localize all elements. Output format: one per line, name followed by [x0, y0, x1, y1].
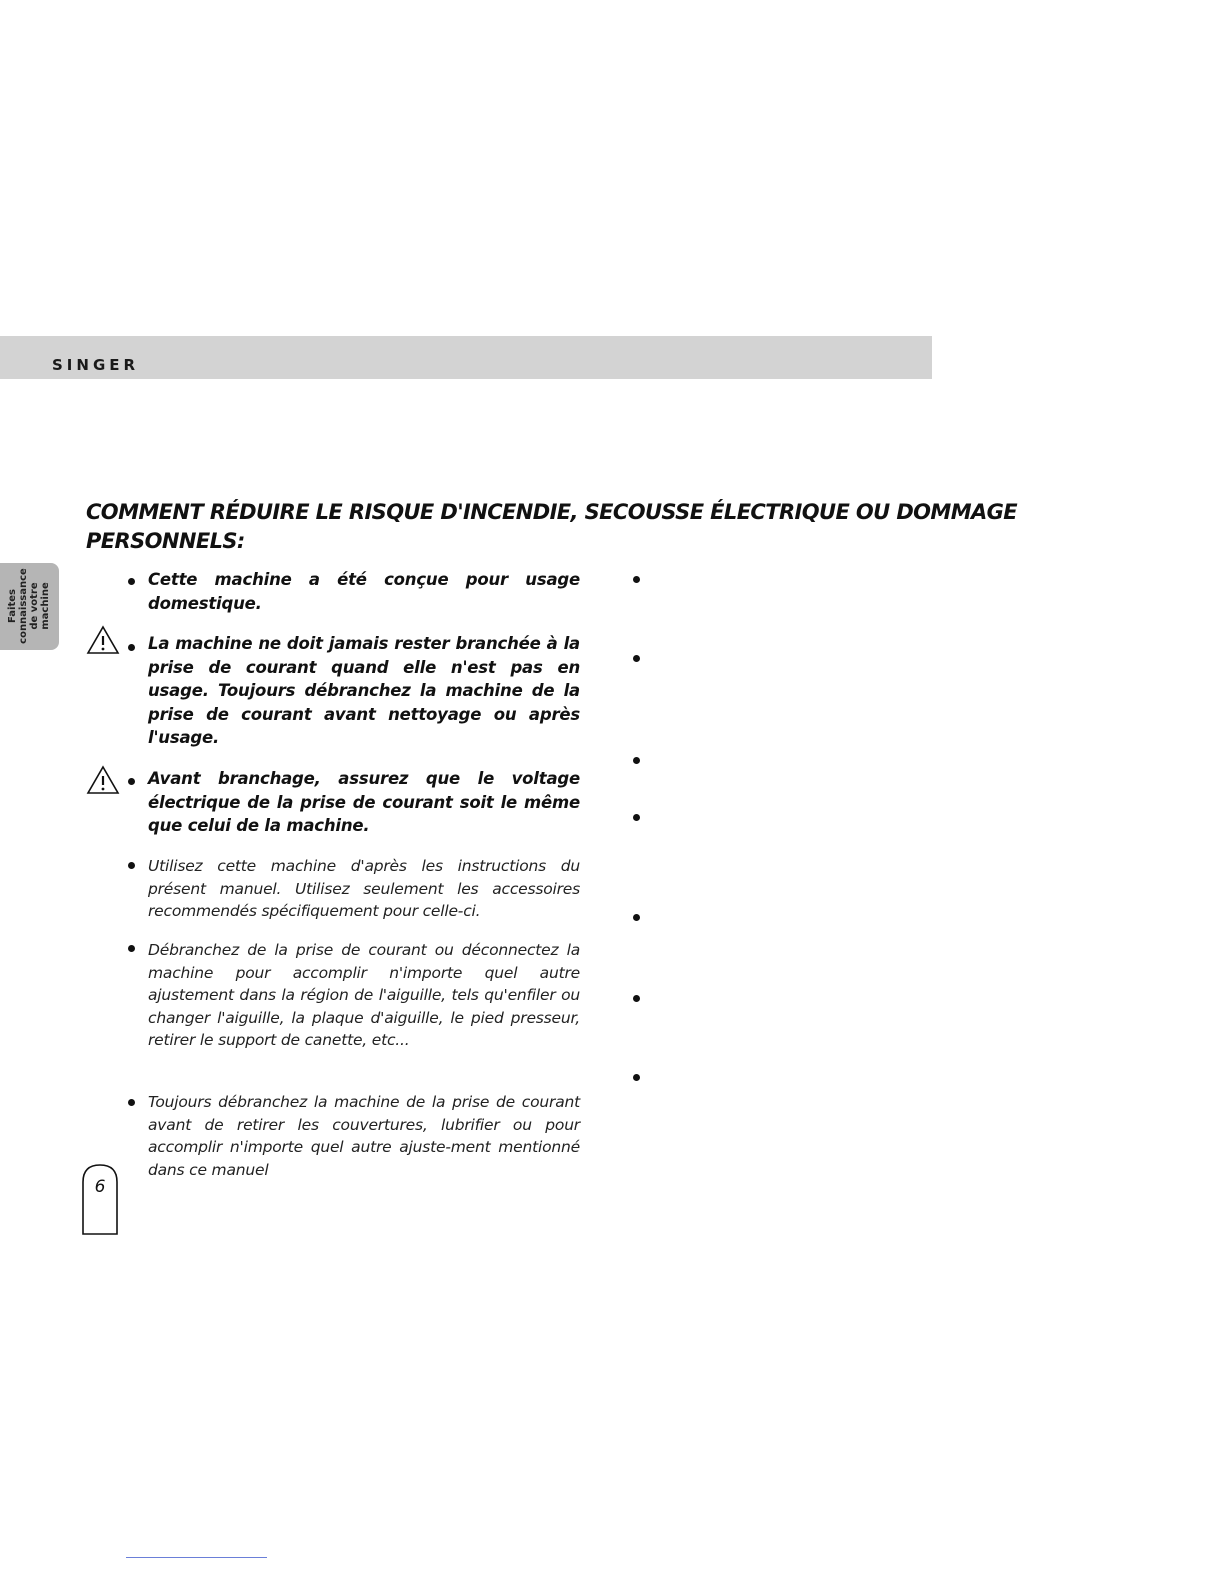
page-number: 6: [94, 1177, 106, 1197]
right-column-bullet-icon: [633, 1074, 640, 1081]
right-column-bullet-icon: [633, 914, 640, 921]
bullet-icon: [128, 578, 135, 585]
warning-triangle-icon: [86, 765, 120, 795]
bullet-icon: [128, 1099, 135, 1106]
brand-logo: SINGER: [52, 356, 140, 374]
bullet-icon: [128, 945, 135, 952]
bullet-icon: [128, 862, 135, 869]
bullet-icon: [128, 778, 135, 785]
side-tab-line: machine: [40, 582, 51, 630]
warning-triangle-icon: [86, 625, 120, 655]
instruction-item: La machine ne doit jamais rester branchée à la prise de courant quand elle n'est pas en usage. Toujours débranchez la machine de la prise de courant avant nettoyage ou après l'usage.: [148, 634, 580, 747]
header-band: [0, 336, 932, 379]
side-tab-line: de votre: [29, 582, 40, 630]
right-column-bullet-icon: [633, 757, 640, 764]
instruction-item: Débranchez de la prise de courant ou déconnectez la machine pour accomplir n'importe quel autre ajustement dans la région de l'aiguille, tels qu'enfiler ou changer l'aiguille, la plaque d'aiguille, le pied presseur, retirer le support de canette, etc...: [148, 941, 580, 1049]
section-title: COMMENT RÉDUIRE LE RISQUE D'INCENDIE, SECOUSSE ÉLECTRIQUE OU DOMMAGE PERSONNELS:: [86, 500, 1018, 553]
side-tab-label: [7, 563, 51, 649]
page-number-tab: [82, 1164, 118, 1235]
instruction-item: Toujours débranchez la machine de la prise de courant avant de retirer les couvertures, lubrifier ou pour accomplir n'importe quel autre ajuste-ment mentionné dans ce manuel: [148, 1093, 580, 1179]
right-column-bullet-icon: [633, 576, 640, 583]
side-tab-line: Faites: [7, 589, 18, 623]
bullet-icon: [128, 644, 135, 651]
instruction-item: Avant branchage, assurez que le voltage électrique de la prise de courant soit le même que celui de la machine.: [148, 769, 580, 835]
instruction-item: Cette machine a été conçue pour usage domestique.: [148, 570, 580, 613]
side-tab-line: connaissance: [18, 568, 29, 644]
right-column-bullet-icon: [633, 655, 640, 662]
right-column-bullet-icon: [633, 995, 640, 1002]
side-tab: [0, 563, 59, 650]
instruction-item: Utilisez cette machine d'après les instructions du présent manuel. Utilisez seulement les accessoires recommendés spécifiquement pour celle-ci.: [148, 857, 580, 920]
right-column-bullet-icon: [633, 814, 640, 821]
footer-rule: [126, 1557, 267, 1558]
